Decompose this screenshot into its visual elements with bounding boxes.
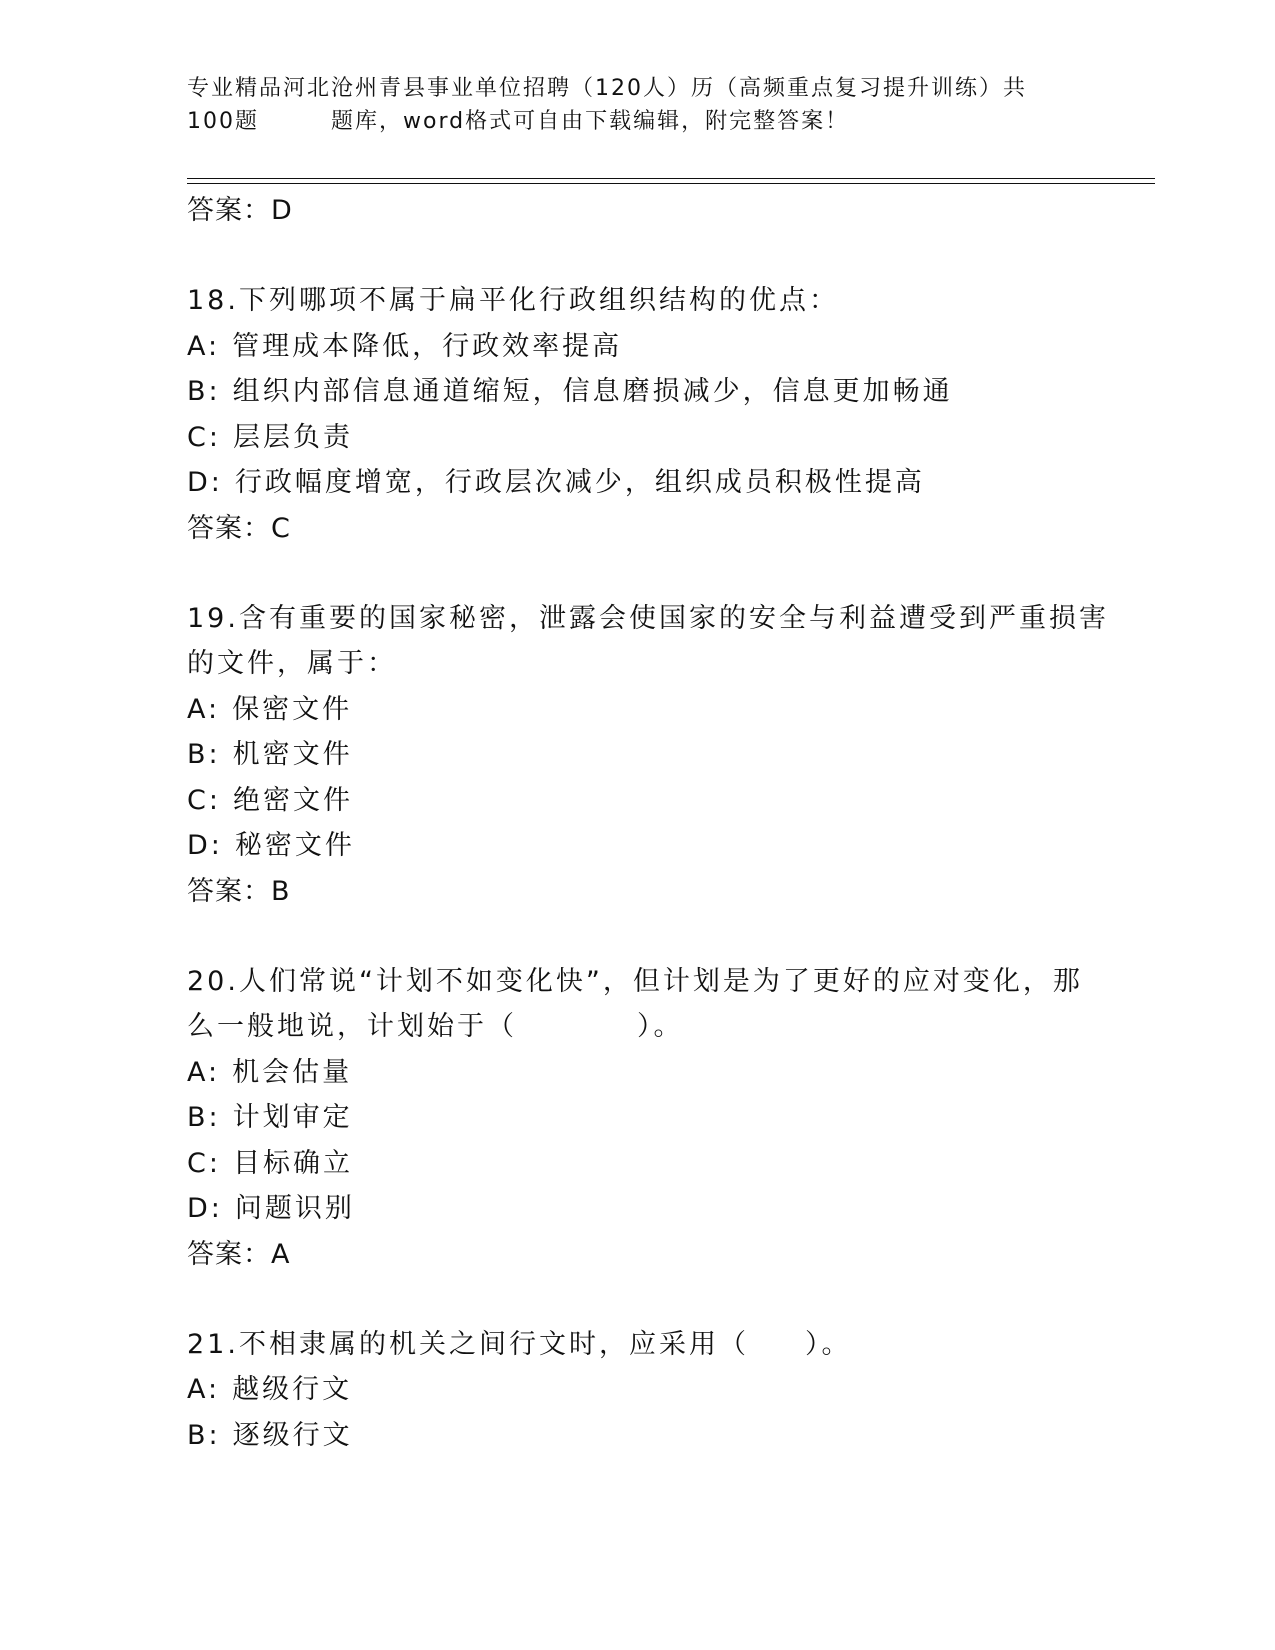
option-b [187, 1095, 1087, 1141]
question-20 [187, 959, 1087, 1278]
question-stem-continued [187, 1004, 1087, 1050]
question-list [187, 188, 1109, 1458]
header-title-line-2 [187, 105, 1067, 138]
option-b [187, 732, 1087, 778]
option-text: 机会估量 [232, 1056, 353, 1088]
option-b [187, 369, 1087, 415]
option-letter: D: [187, 467, 223, 498]
option-b [187, 1413, 1087, 1459]
option-letter: C: [187, 1147, 221, 1179]
question-stem: 19.含有重要的国家秘密，泄露会使国家的安全与利益遭受到严重损害 [187, 602, 1109, 634]
option-text: 越级行文 [232, 1374, 353, 1405]
option-text: 保密文件 [232, 693, 353, 725]
question-stem: 18.下列哪项不属于扁平化行政组织结构的优点： [187, 285, 839, 316]
option-d [187, 823, 1087, 869]
option-letter: A: [187, 1374, 221, 1405]
option-c [187, 415, 1087, 461]
option-letter: D: [187, 1193, 223, 1224]
question-21 [187, 1322, 1087, 1459]
option-a [187, 1367, 1087, 1413]
option-text: 绝密文件 [232, 784, 353, 816]
answer-line: 答案：A [187, 1238, 291, 1270]
option-c [187, 778, 1087, 824]
option-letter: B: [187, 739, 221, 770]
option-text: 目标确立 [232, 1147, 353, 1179]
stem-text-after-blank: ）。 [637, 1011, 684, 1042]
question-stem [187, 1322, 1087, 1368]
option-text: 管理成本降低，行政效率提高 [232, 330, 623, 362]
option-text: 计划审定 [232, 1102, 353, 1133]
option-d [187, 1186, 1087, 1232]
question-18 [187, 278, 1087, 552]
answer-line: 答案：C [187, 512, 291, 544]
header-title-line-1: 专业精品河北沧州青县事业单位招聘（120人）历（高频重点复习提升训练）共 [187, 76, 1027, 101]
header-divider-top [187, 178, 1155, 179]
option-c [187, 1141, 1087, 1187]
option-a [187, 687, 1087, 733]
option-text: 问题识别 [234, 1193, 355, 1224]
stem-text-after-blank: ）。 [804, 1328, 852, 1360]
option-text: 层层负责 [232, 421, 353, 453]
option-letter: A: [187, 330, 221, 362]
option-letter: C: [187, 421, 221, 453]
header-description: 题库，word格式可自由下载编辑，附完整答案！ [331, 109, 850, 134]
option-a [187, 1050, 1087, 1096]
option-letter: A: [187, 1056, 221, 1088]
option-text: 组织内部信息通道缩短，信息磨损减少，信息更加畅通 [232, 376, 953, 407]
option-letter: A: [187, 693, 221, 725]
question-19 [187, 596, 1109, 915]
option-letter: C: [187, 784, 221, 816]
stem-text-before-blank: 21.不相隶属的机关之间行文时，应采用（ [187, 1328, 749, 1360]
header-count: 100题 [187, 109, 259, 134]
option-text: 秘密文件 [234, 830, 355, 861]
option-text: 机密文件 [232, 739, 353, 770]
option-text: 逐级行文 [232, 1419, 353, 1451]
option-text: 行政幅度增宽，行政层次减少，组织成员积极性提高 [234, 467, 925, 498]
option-letter: B: [187, 1419, 221, 1451]
question-stem: 20.人们常说“计划不如变化快”，但计划是为了更好的应对变化，那 [187, 965, 1083, 997]
stem-text-before-blank: 么一般地说，计划始于（ [187, 1011, 517, 1042]
page-header [187, 72, 1067, 138]
question-stem-continued: 的文件，属于： [187, 648, 397, 679]
option-letter: B: [187, 376, 221, 407]
option-d [187, 460, 1087, 506]
answer-line: 答案：D [187, 195, 293, 226]
option-a [187, 324, 1087, 370]
answer-line: 答案：B [187, 875, 291, 907]
option-letter: B: [187, 1102, 221, 1133]
header-divider-bottom [187, 183, 1155, 184]
option-letter: D: [187, 830, 223, 861]
